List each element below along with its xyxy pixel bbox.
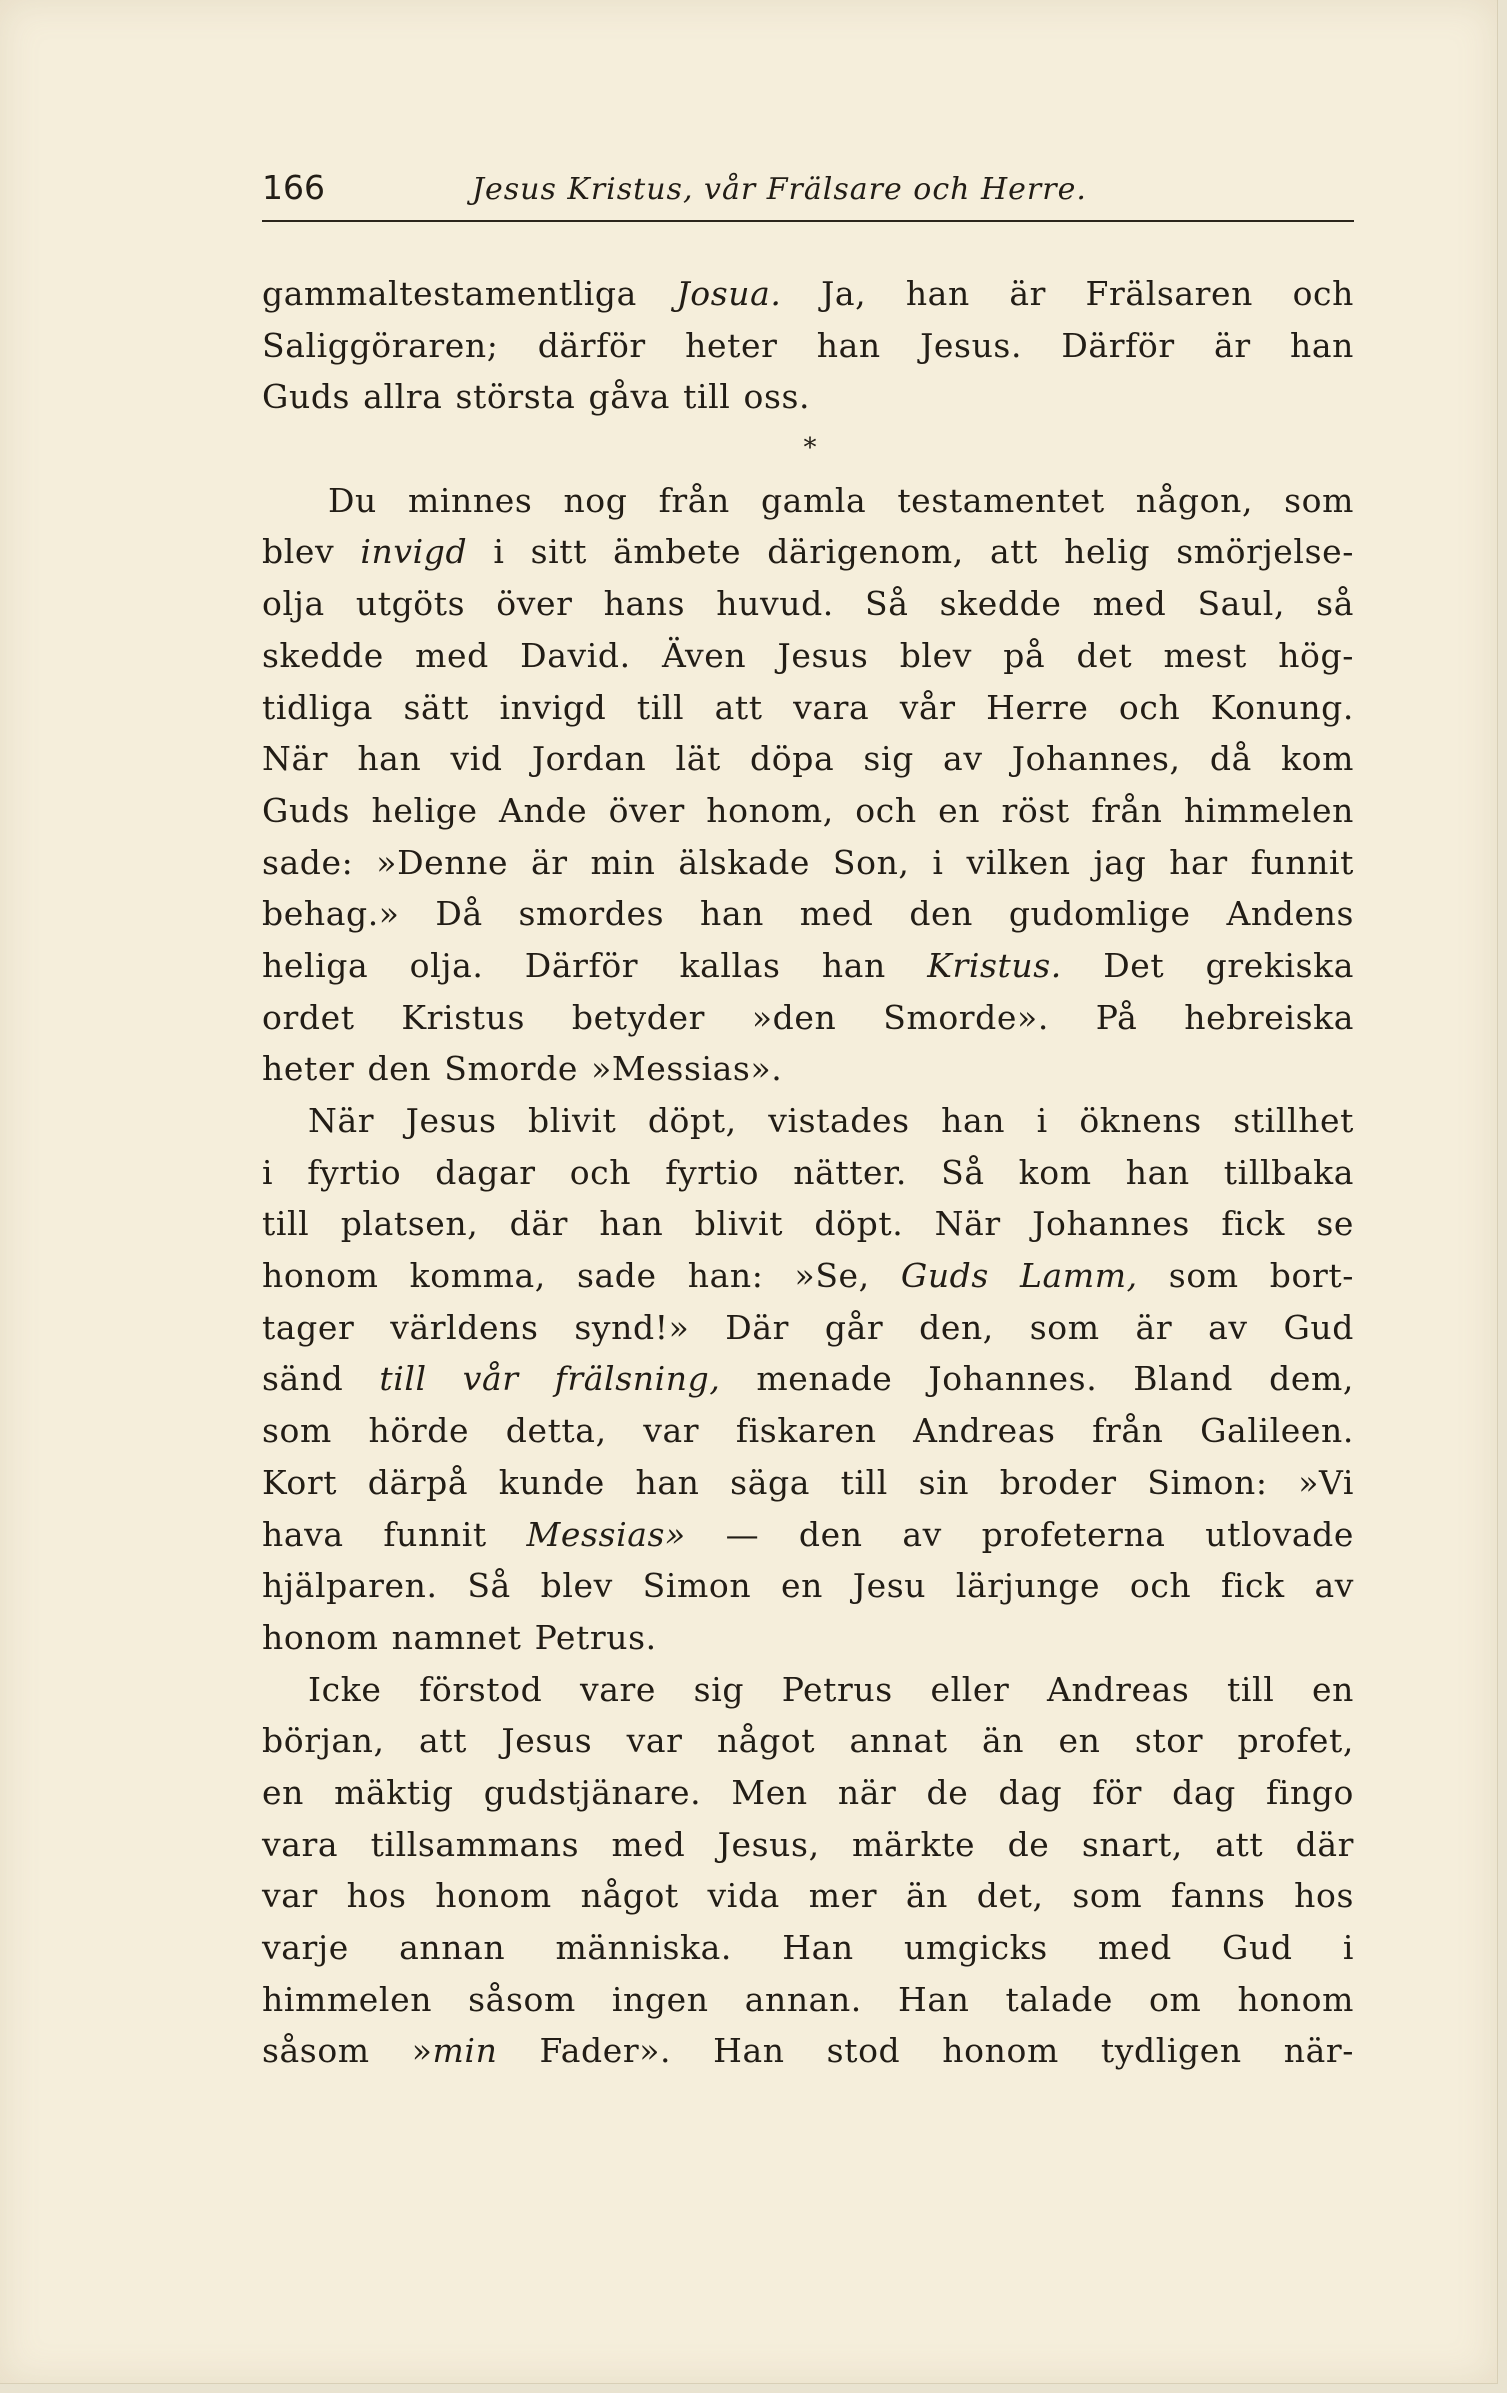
text-line <box>262 682 1354 734</box>
text-segment: i fyrtio dagar och fyrtio nätter. Så kom han tillbaka <box>262 1152 1354 1192</box>
italic-text: Messias» <box>526 1514 686 1554</box>
text-segment: en mäktig gudstjänare. Men när de dag för dag fingo <box>262 1772 1354 1812</box>
text-line <box>262 1509 1354 1561</box>
text-segment: Det grekiska <box>1061 945 1354 985</box>
text-line <box>262 526 1354 578</box>
text-segment: Saliggöraren; därför heter han Jesus. Därför är han <box>262 325 1354 365</box>
text-segment: När han vid Jordan lät döpa sig av Johannes, då kom <box>262 739 1354 779</box>
text-line <box>262 1922 1354 1974</box>
text-line <box>262 320 1354 372</box>
text-line <box>262 1767 1354 1819</box>
page-number: 166 <box>262 168 325 207</box>
text-line <box>262 1095 1354 1147</box>
text-line <box>262 268 1354 320</box>
text-segment: som bort- <box>1137 1256 1354 1296</box>
italic-text: Kristus. <box>927 945 1062 985</box>
text-segment: olja utgöts över hans huvud. Så skedde med Saul, så <box>262 584 1354 624</box>
text-segment: himmelen såsom ingen annan. Han talade om honom <box>262 1979 1354 2019</box>
text-segment: heliga olja. Därför kallas han <box>262 945 928 985</box>
text-segment: Ja, han är Frälsaren och <box>781 274 1354 313</box>
page-header <box>262 168 1354 222</box>
text-segment: honom namnet Petrus. <box>262 1617 657 1657</box>
text-line <box>262 1353 1354 1405</box>
text-segment: skedde med David. Även Jesus blev på det mest hög- <box>262 635 1354 675</box>
text-segment: i sitt ämbete därigenom, att helig smörjelse- <box>467 532 1355 572</box>
text-segment: hjälparen. Så blev Simon en Jesu lärjunge och fick av <box>262 1566 1354 1606</box>
text-line <box>262 630 1354 682</box>
body-text <box>262 268 1354 2077</box>
section-separator: * <box>803 433 817 464</box>
text-line <box>262 1664 1354 1716</box>
text-line <box>262 733 1354 785</box>
italic-text: Josua. <box>676 274 782 313</box>
text-line <box>262 1302 1354 1354</box>
text-line <box>262 1560 1354 1612</box>
text-segment: tager världens synd!» Där går den, som är av Gud <box>262 1307 1354 1347</box>
text-line <box>262 1405 1354 1457</box>
text-segment: Kort därpå kunde han säga till sin broder Simon: »Vi <box>262 1462 1354 1502</box>
text-segment: hava funnit <box>262 1514 527 1554</box>
text-line <box>262 1043 1354 1095</box>
text-segment: Guds helige Ande över honom, och en röst från himmelen <box>262 790 1354 830</box>
text-line <box>262 2025 1354 2077</box>
text-line <box>262 992 1354 1044</box>
text-segment: heter den Smorde »Messias». <box>262 1049 783 1089</box>
text-segment: såsom » <box>262 2031 433 2071</box>
text-segment: till platsen, där han blivit döpt. När Johannes fick se <box>262 1204 1354 1244</box>
page-content <box>262 168 1354 2077</box>
text-segment: sade: »Denne är min älskade Son, i vilken jag har funnit <box>262 842 1354 882</box>
text-segment: Du minnes nog från gamla testamentet någon, som <box>328 480 1354 520</box>
text-segment: När Jesus blivit döpt, vistades han i öknens stillhet <box>308 1101 1354 1140</box>
text-line <box>262 371 1354 423</box>
text-segment: Guds allra största gåva till oss. <box>262 377 811 417</box>
text-segment: Icke förstod vare sig Petrus eller Andreas till en <box>308 1669 1354 1709</box>
text-line <box>262 1612 1354 1664</box>
text-segment: — den av profeterna utlovade <box>685 1514 1355 1554</box>
text-line <box>262 578 1354 630</box>
text-line <box>262 475 1354 527</box>
text-line <box>262 1870 1354 1922</box>
text-line <box>262 1974 1354 2026</box>
italic-text: till vår frälsning, <box>379 1359 721 1399</box>
text-segment: honom komma, sade han: »Se, <box>262 1256 901 1296</box>
text-line <box>262 1457 1354 1509</box>
text-line <box>262 1147 1354 1199</box>
text-segment: ordet Kristus betyder »den Smorde». På hebreiska <box>262 997 1354 1037</box>
text-segment: Fader». Han stod honom tydligen när- <box>497 2031 1354 2071</box>
text-segment: som hörde detta, var fiskaren Andreas från Galileen. <box>262 1411 1354 1451</box>
text-line <box>262 940 1354 992</box>
text-line <box>262 888 1354 940</box>
text-line <box>262 1715 1354 1767</box>
text-segment: varje annan människa. Han umgicks med Gud i <box>262 1928 1354 1967</box>
text-segment: var hos honom något vida mer än det, som fanns hos <box>262 1876 1354 1916</box>
text-line <box>262 785 1354 837</box>
italic-text: Guds Lamm, <box>900 1256 1138 1296</box>
text-segment: tidliga sätt invigd till att vara vår Herre och Konung. <box>262 687 1354 727</box>
italic-text: min <box>432 2031 498 2071</box>
text-segment: behag.» Då smordes han med den gudomlige Andens <box>262 894 1354 934</box>
text-line <box>262 1198 1354 1250</box>
italic-text: invigd <box>360 532 468 572</box>
text-line <box>262 837 1354 889</box>
text-segment: menade Johannes. Bland dem, <box>720 1359 1354 1399</box>
text-segment: sänd <box>262 1359 380 1399</box>
text-segment: gammaltestamentliga <box>262 274 677 313</box>
text-segment: början, att Jesus var något annat än en stor profet, <box>262 1721 1354 1761</box>
text-segment: vara tillsammans med Jesus, märkte de snart, att där <box>262 1824 1354 1864</box>
text-line <box>262 1819 1354 1871</box>
text-line <box>262 1250 1354 1302</box>
running-title: Jesus Kristus, vår Frälsare och Herre. <box>472 172 1087 207</box>
text-segment: blev <box>262 532 361 572</box>
